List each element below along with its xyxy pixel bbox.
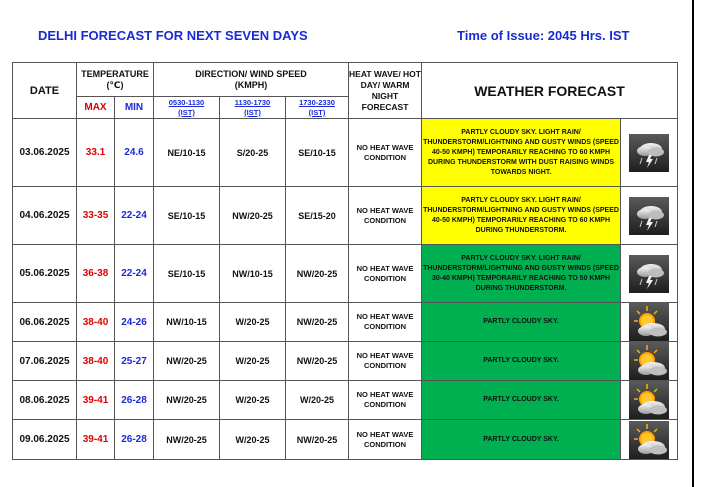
row-wind-slot-3: NW/20-25 (286, 303, 349, 342)
row-date: 04.06.2025 (13, 187, 77, 245)
row-min-temp: 22-24 (115, 187, 154, 245)
row-max-temp: 33.1 (77, 119, 115, 187)
row-heatwave: NO HEAT WAVE CONDITION (349, 342, 422, 381)
row-heatwave: NO HEAT WAVE CONDITION (349, 245, 422, 303)
row-wind-slot-3: NW/20-25 (286, 420, 349, 460)
row-forecast-text: PARTLY CLOUDY SKY. (422, 420, 621, 460)
row-wind-slot-2: W/20-25 (220, 420, 286, 460)
wind-unit: (KMPH) (234, 79, 268, 90)
row-max-temp: 38-40 (77, 303, 115, 342)
thunderstorm-icon (621, 197, 677, 235)
table-row (13, 303, 678, 342)
row-date: 05.06.2025 (13, 245, 77, 303)
row-wind-slot-3: NW/20-25 (286, 245, 349, 303)
slot-3-tz: (IST) (308, 107, 326, 117)
row-weather-icon-cell (621, 119, 678, 187)
row-min-temp: 22-24 (115, 245, 154, 303)
row-wind-slot-1: NE/10-15 (154, 119, 220, 187)
row-forecast-text: PARTLY CLOUDY SKY. LIGHT RAIN/ THUNDERSTORM/LIGHTNING AND GUSTY WINDS (SPEED 40-50 KMPH) TEMPORARILY REACHING TO 60 KMPH DURING THUNDERSTORM. (422, 187, 621, 245)
row-heatwave: NO HEAT WAVE CONDITION (349, 119, 422, 187)
row-wind-slot-2: NW/10-15 (220, 245, 286, 303)
forecast-table-wrapper (12, 62, 677, 460)
partly-cloudy-icon (621, 421, 677, 459)
col-header-min: MIN (115, 97, 154, 119)
row-date: 03.06.2025 (13, 119, 77, 187)
slot-2-tz: (IST) (244, 107, 261, 117)
row-wind-slot-3: W/20-25 (286, 381, 349, 420)
col-header-date: DATE (13, 63, 77, 119)
row-heatwave: NO HEAT WAVE CONDITION (349, 187, 422, 245)
temperature-unit: (℃) (106, 79, 124, 90)
row-wind-slot-1: NW/10-15 (154, 303, 220, 342)
row-max-temp: 39-41 (77, 420, 115, 460)
row-wind-slot-3: SE/15-20 (286, 187, 349, 245)
row-min-temp: 26-28 (115, 420, 154, 460)
row-max-temp: 38-40 (77, 342, 115, 381)
row-min-temp: 24-26 (115, 303, 154, 342)
thunderstorm-icon (621, 255, 677, 293)
row-min-temp: 25-27 (115, 342, 154, 381)
row-date: 09.06.2025 (13, 420, 77, 460)
page-edge-rule (692, 0, 694, 487)
row-heatwave: NO HEAT WAVE CONDITION (349, 381, 422, 420)
row-wind-slot-2: W/20-25 (220, 303, 286, 342)
partly-cloudy-icon (621, 381, 677, 419)
row-heatwave: NO HEAT WAVE CONDITION (349, 303, 422, 342)
time-of-issue: Time of Issue: 2045 Hrs. IST (457, 28, 630, 43)
row-max-temp: 33-35 (77, 187, 115, 245)
row-heatwave: NO HEAT WAVE CONDITION (349, 420, 422, 460)
table-row (13, 119, 678, 187)
col-header-weather-forecast: WEATHER FORECAST (422, 63, 678, 119)
col-header-wind (154, 63, 349, 97)
row-wind-slot-1: SE/10-15 (154, 187, 220, 245)
thunderstorm-icon (621, 134, 677, 172)
row-weather-icon-cell (621, 381, 678, 420)
forecast-rows (13, 119, 678, 460)
slot-2-time: 1130-1730 (234, 97, 271, 107)
col-header-slot-3 (286, 97, 349, 119)
row-min-temp: 24.6 (115, 119, 154, 187)
row-date: 08.06.2025 (13, 381, 77, 420)
row-weather-icon-cell (621, 187, 678, 245)
slot-3-time: 1730-2330 (299, 97, 335, 107)
partly-cloudy-icon (621, 342, 677, 380)
row-weather-icon-cell (621, 245, 678, 303)
slot-1-time: 0530-1130 (168, 97, 205, 107)
temperature-label: TEMPERATURE (81, 68, 149, 79)
row-forecast-text: PARTLY CLOUDY SKY. (422, 342, 621, 381)
row-wind-slot-2: NW/20-25 (220, 187, 286, 245)
row-date: 07.06.2025 (13, 342, 77, 381)
row-wind-slot-1: NW/20-25 (154, 342, 220, 381)
row-wind-slot-1: NW/20-25 (154, 420, 220, 460)
col-header-slot-1 (154, 97, 220, 119)
row-forecast-text: PARTLY CLOUDY SKY. (422, 303, 621, 342)
row-wind-slot-1: NW/20-25 (154, 381, 220, 420)
row-weather-icon-cell (621, 303, 678, 342)
col-header-max: MAX (77, 97, 115, 119)
row-max-temp: 36-38 (77, 245, 115, 303)
wind-label: DIRECTION/ WIND SPEED (195, 68, 307, 79)
row-forecast-text: PARTLY CLOUDY SKY. (422, 381, 621, 420)
table-row (13, 187, 678, 245)
table-row (13, 381, 678, 420)
row-weather-icon-cell (621, 342, 678, 381)
row-wind-slot-2: W/20-25 (220, 381, 286, 420)
row-wind-slot-2: W/20-25 (220, 342, 286, 381)
row-weather-icon-cell (621, 420, 678, 460)
forecast-table (12, 62, 678, 460)
col-header-temperature (77, 63, 154, 97)
page-title: DELHI FORECAST FOR NEXT SEVEN DAYS (38, 28, 308, 43)
row-wind-slot-3: NW/20-25 (286, 342, 349, 381)
row-forecast-text: PARTLY CLOUDY SKY. LIGHT RAIN/ THUNDERSTORM/LIGHTNING AND GUSTY WINDS (SPEED 30-40 KMPH) TEMPORARILY REACHING TO 50 KMPH DURING THUNDERSTORM. (422, 245, 621, 303)
slot-1-tz: (IST) (178, 107, 195, 117)
col-header-heatwave: HEAT WAVE/ HOT DAY/ WARM NIGHT FORECAST (349, 63, 422, 119)
row-min-temp: 26-28 (115, 381, 154, 420)
row-max-temp: 39-41 (77, 381, 115, 420)
row-wind-slot-2: S/20-25 (220, 119, 286, 187)
table-row (13, 420, 678, 460)
col-header-slot-2 (220, 97, 286, 119)
row-wind-slot-1: SE/10-15 (154, 245, 220, 303)
table-row (13, 342, 678, 381)
partly-cloudy-icon (621, 303, 677, 341)
table-row (13, 245, 678, 303)
row-forecast-text: PARTLY CLOUDY SKY. LIGHT RAIN/ THUNDERSTORM/LIGHTNING AND GUSTY WINDS (SPEED 40-50 KMPH) TEMPORARILY REACHING TO 60 KMPH DURING THUNDERSTORM WITH DUST RAISING WINDS TOWARDS NIGHT. (422, 119, 621, 187)
row-wind-slot-3: SE/10-15 (286, 119, 349, 187)
row-date: 06.06.2025 (13, 303, 77, 342)
